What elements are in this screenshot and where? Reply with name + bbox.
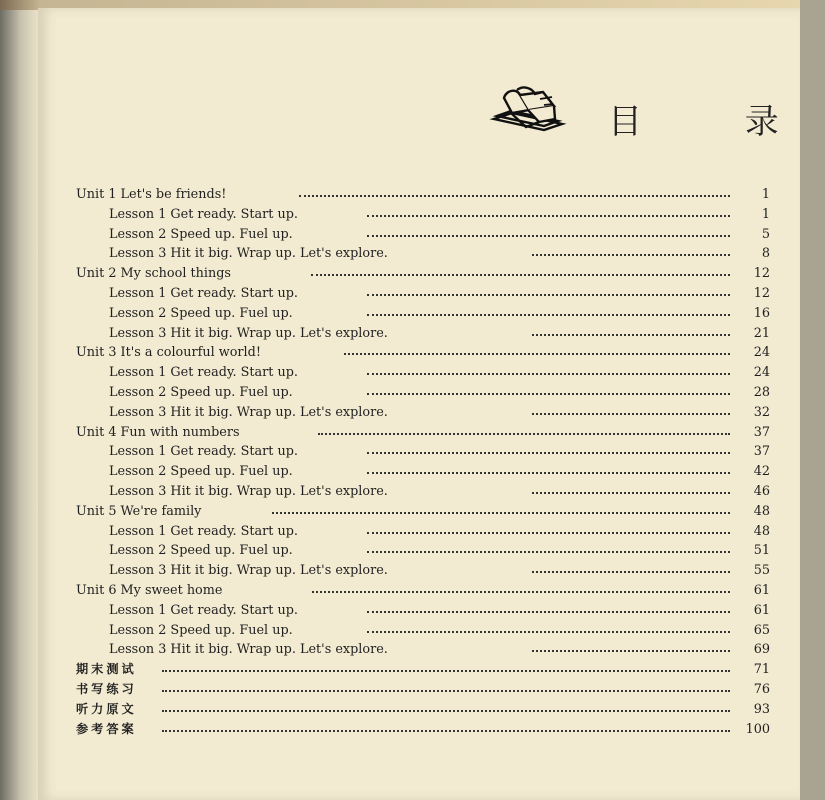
- page-number: 61: [730, 581, 770, 601]
- toc-unit-row: [76, 502, 770, 522]
- page-number: 42: [730, 462, 770, 482]
- toc-lesson-row: [76, 304, 770, 324]
- page-number: 1: [730, 185, 770, 205]
- page-number: 46: [730, 482, 770, 502]
- dot-leader: [367, 531, 730, 534]
- dot-leader: [162, 709, 730, 712]
- dot-leader: [532, 491, 730, 494]
- page-number: 76: [730, 680, 770, 700]
- toc-label: Lesson 1 Get ready. Start up.: [109, 285, 298, 301]
- dot-leader: [367, 214, 730, 217]
- toc-lesson-row: [76, 324, 770, 344]
- toc-appendix-row: [76, 680, 770, 700]
- binding-shadow: [0, 10, 38, 800]
- dot-leader: [532, 333, 730, 336]
- toc-unit-row: [76, 581, 770, 601]
- toc-label: Lesson 3 Hit it big. Wrap up. Let's explore.: [109, 563, 388, 579]
- toc-appendix-row: [76, 720, 770, 740]
- toc-label: Lesson 2 Speed up. Fuel up.: [109, 305, 293, 321]
- toc-label: Lesson 3 Hit it big. Wrap up. Let's explore.: [109, 325, 388, 341]
- page-number: 48: [730, 522, 770, 542]
- page-number: 100: [730, 720, 770, 740]
- dot-leader: [367, 372, 730, 375]
- dot-leader: [162, 729, 730, 732]
- dot-leader: [367, 392, 730, 395]
- dot-leader: [299, 194, 730, 197]
- page: [38, 8, 825, 800]
- toc-label: Lesson 2 Speed up. Fuel up.: [109, 464, 293, 480]
- dot-leader: [344, 352, 730, 355]
- toc-label: Lesson 1 Get ready. Start up.: [109, 365, 298, 381]
- toc-lesson-row: [76, 522, 770, 542]
- toc-unit-row: [76, 185, 770, 205]
- dot-leader: [367, 550, 730, 553]
- toc-label: 书写练习: [76, 681, 137, 696]
- dot-leader: [318, 432, 730, 435]
- toc-lesson-row: [76, 244, 770, 264]
- toc-label: Lesson 1 Get ready. Start up.: [109, 523, 298, 539]
- page-number: 24: [730, 363, 770, 383]
- page-number: 16: [730, 304, 770, 324]
- page-number: 65: [730, 621, 770, 641]
- toc-lesson-row: [76, 640, 770, 660]
- toc-label: Lesson 3 Hit it big. Wrap up. Let's explore.: [109, 483, 388, 499]
- dot-leader: [532, 649, 730, 652]
- page-number: 51: [730, 541, 770, 561]
- toc-lesson-row: [76, 462, 770, 482]
- page-number: 55: [730, 561, 770, 581]
- dot-leader: [532, 412, 730, 415]
- toc-lesson-row: [76, 383, 770, 403]
- toc-lesson-row: [76, 284, 770, 304]
- toc-appendix-row: [76, 660, 770, 680]
- toc-label: Lesson 1 Get ready. Start up.: [109, 206, 298, 222]
- table-of-contents: [76, 185, 770, 739]
- page-number: 24: [730, 343, 770, 363]
- toc-lesson-row: [76, 541, 770, 561]
- toc-lesson-row: [76, 205, 770, 225]
- toc-label: 听力原文: [76, 701, 137, 716]
- toc-label: Lesson 2 Speed up. Fuel up.: [109, 226, 293, 242]
- dot-leader: [272, 511, 730, 514]
- toc-label: 期末测试: [76, 662, 137, 677]
- toc-label: Lesson 1 Get ready. Start up.: [109, 602, 298, 618]
- page-number: 5: [730, 225, 770, 245]
- toc-unit-row: [76, 264, 770, 284]
- page-number: 1: [730, 205, 770, 225]
- dot-leader: [311, 273, 730, 276]
- toc-lesson-row: [76, 482, 770, 502]
- dot-leader: [532, 570, 730, 573]
- dot-leader: [367, 234, 730, 237]
- toc-unit-row: [76, 343, 770, 363]
- dot-leader: [367, 451, 730, 454]
- toc-lesson-row: [76, 403, 770, 423]
- toc-label: Unit 3 It's a colourful world!: [76, 345, 261, 361]
- toc-label: Lesson 2 Speed up. Fuel up.: [109, 543, 293, 559]
- toc-lesson-row: [76, 442, 770, 462]
- toc-label: Unit 6 My sweet home: [76, 582, 223, 598]
- toc-label: Unit 4 Fun with numbers: [76, 424, 240, 440]
- page-number: 12: [730, 284, 770, 304]
- toc-lesson-row: [76, 621, 770, 641]
- page-title: 目 录: [608, 102, 825, 142]
- page-number: 48: [730, 502, 770, 522]
- dot-leader: [367, 293, 730, 296]
- page-number: 28: [730, 383, 770, 403]
- page-number: 21: [730, 324, 770, 344]
- toc-label: Lesson 2 Speed up. Fuel up.: [109, 622, 293, 638]
- page-number: 71: [730, 660, 770, 680]
- toc-lesson-row: [76, 225, 770, 245]
- dot-leader: [367, 471, 730, 474]
- toc-unit-row: [76, 423, 770, 443]
- dot-leader: [162, 689, 730, 692]
- toc-lesson-row: [76, 363, 770, 383]
- page-number: 93: [730, 700, 770, 720]
- toc-label: Unit 2 My school things: [76, 266, 231, 282]
- book-icon: [486, 86, 568, 138]
- page-number: 69: [730, 640, 770, 660]
- page-number: 8: [730, 244, 770, 264]
- toc-label: Lesson 3 Hit it big. Wrap up. Let's explore.: [109, 246, 388, 262]
- toc-appendix-row: [76, 700, 770, 720]
- page-number: 32: [730, 403, 770, 423]
- page-number: 37: [730, 442, 770, 462]
- toc-label: Lesson 3 Hit it big. Wrap up. Let's explore.: [109, 404, 388, 420]
- page-number: 37: [730, 423, 770, 443]
- page-number: 12: [730, 264, 770, 284]
- toc-lesson-row: [76, 601, 770, 621]
- dot-leader: [312, 590, 730, 593]
- toc-lesson-row: [76, 561, 770, 581]
- dot-leader: [367, 610, 730, 613]
- header: [486, 86, 825, 146]
- toc-label: Lesson 2 Speed up. Fuel up.: [109, 384, 293, 400]
- dot-leader: [367, 630, 730, 633]
- dot-leader: [532, 253, 730, 256]
- page-number: 61: [730, 601, 770, 621]
- toc-label: Lesson 3 Hit it big. Wrap up. Let's explore.: [109, 642, 388, 658]
- dot-leader: [367, 313, 730, 316]
- dot-leader: [162, 669, 730, 672]
- toc-label: Unit 1 Let's be friends!: [76, 187, 227, 202]
- toc-label: Unit 5 We're family: [76, 503, 202, 519]
- toc-label: 参考答案: [76, 721, 137, 736]
- toc-label: Lesson 1 Get ready. Start up.: [109, 444, 298, 460]
